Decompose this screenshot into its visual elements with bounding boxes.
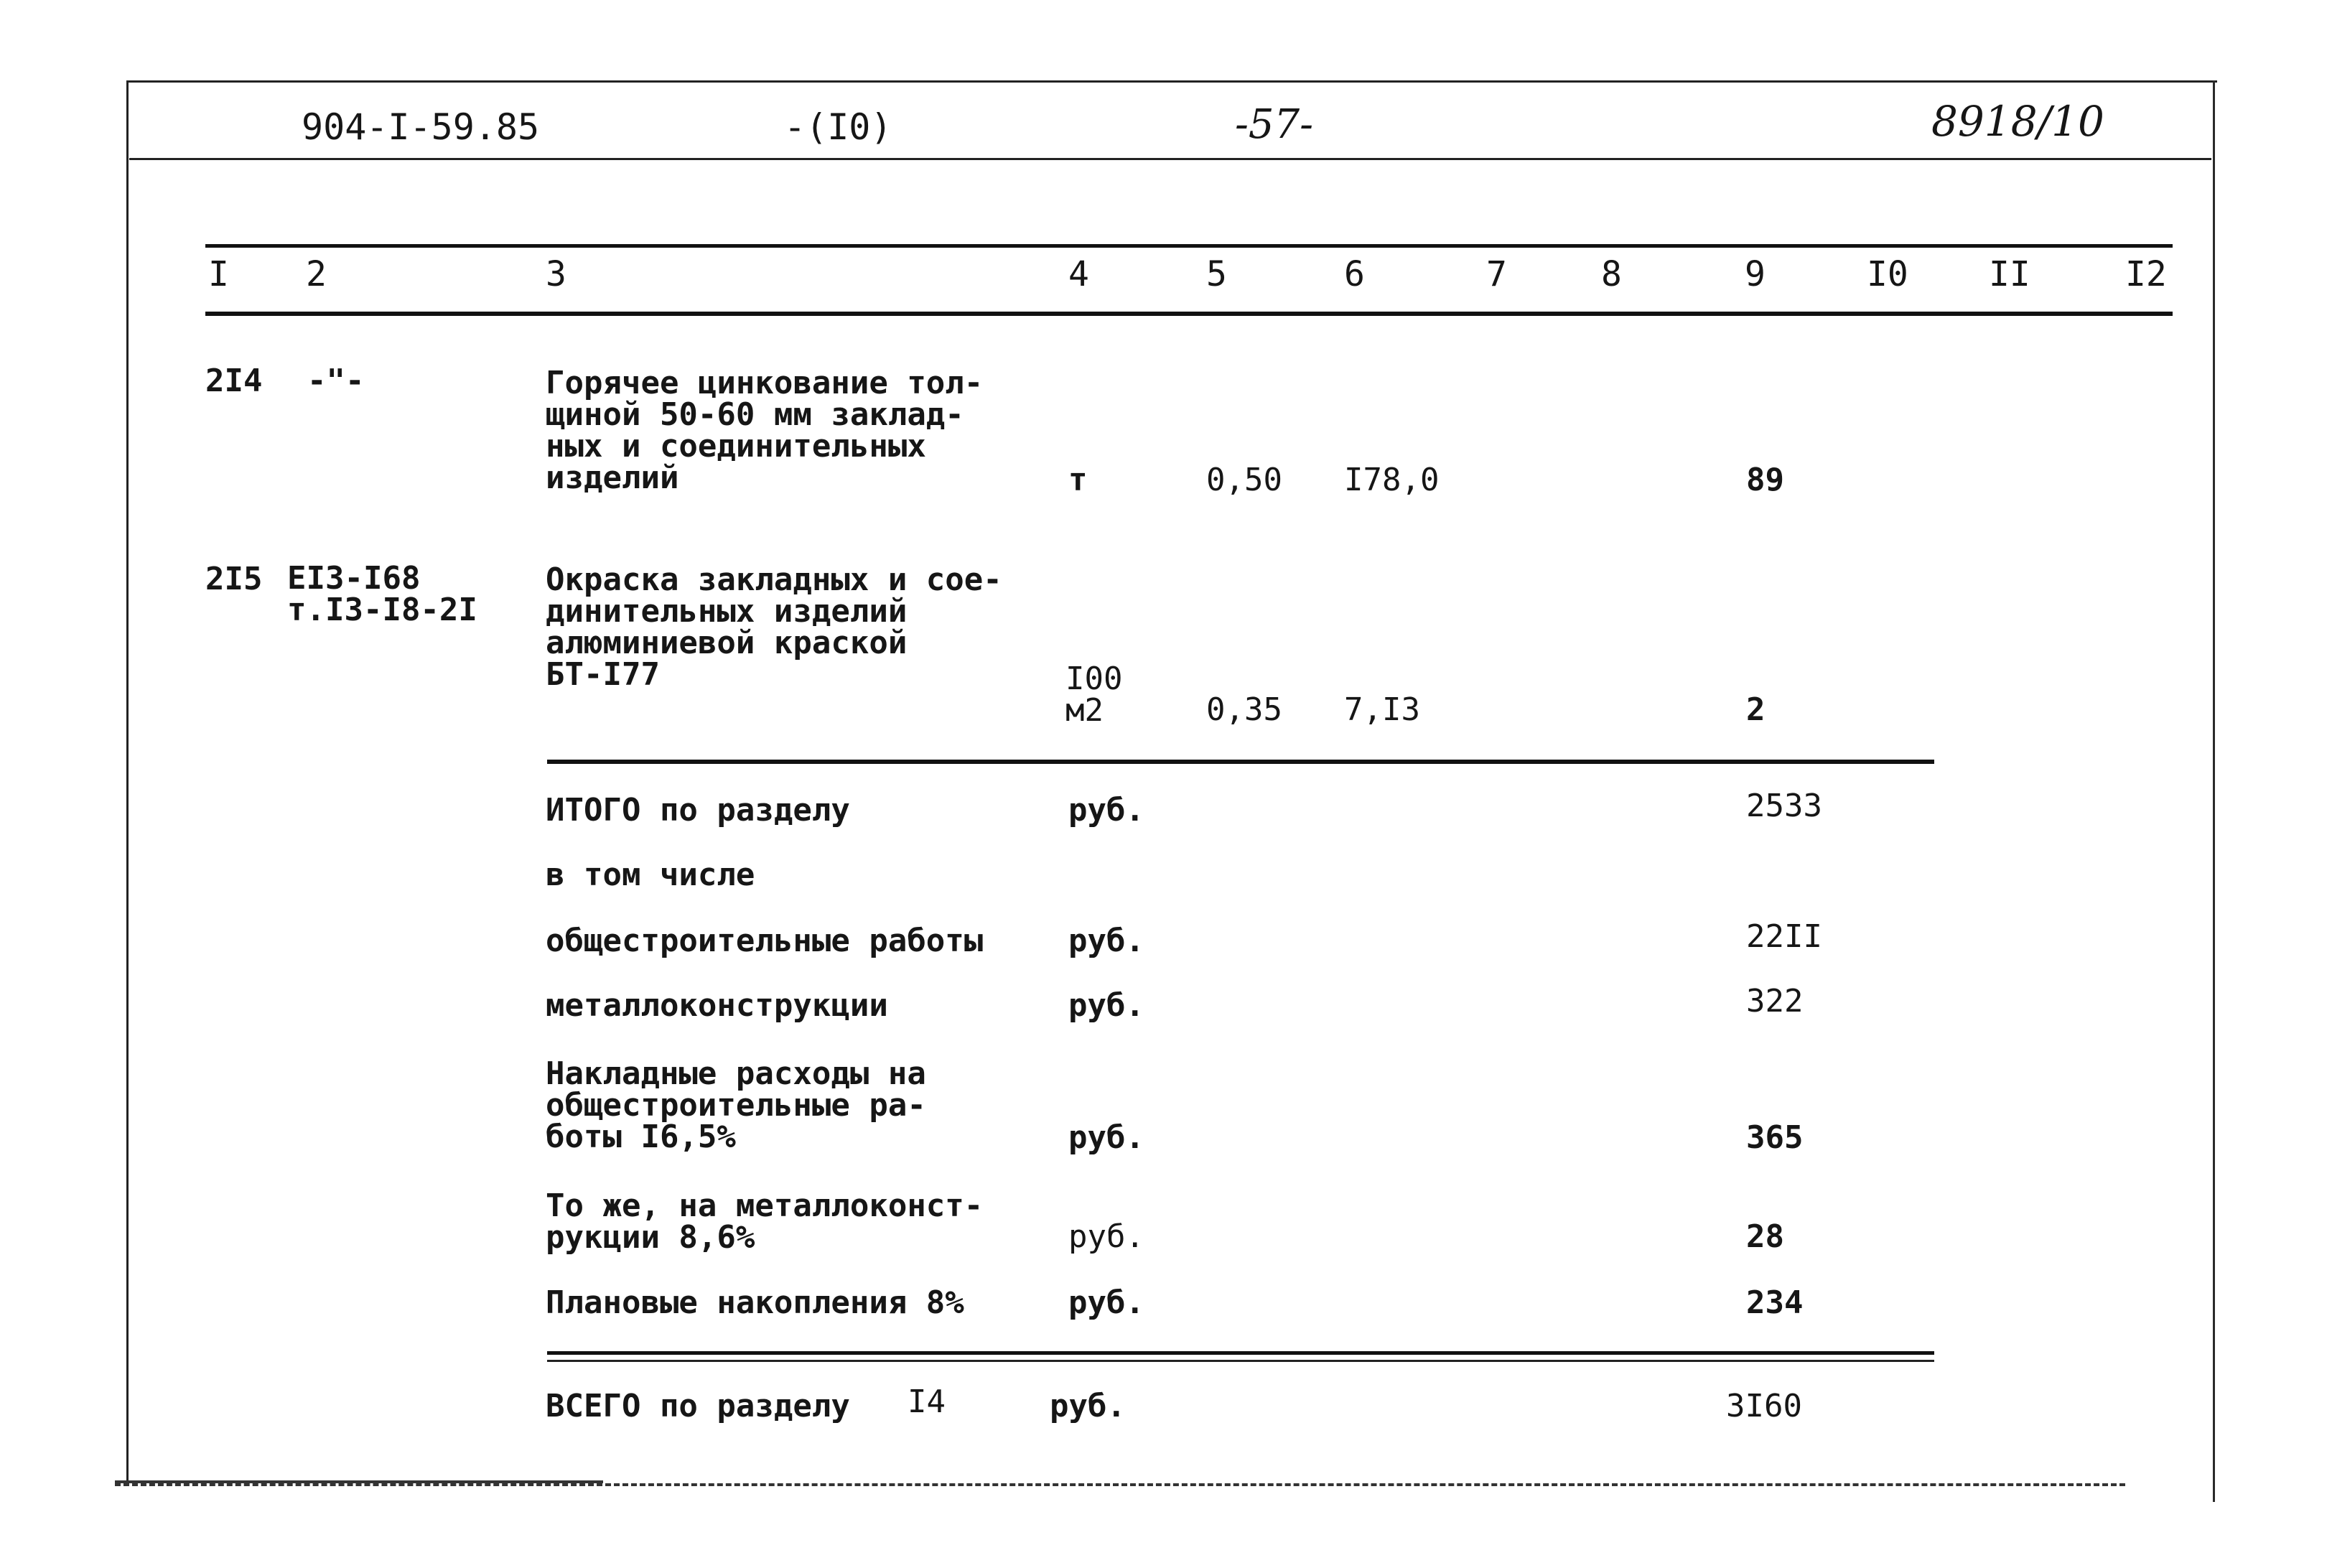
summary-label: То же, на металлоконст- рукции 8,6% [546,1187,984,1256]
row-quantity: 0,50 [1206,462,1282,498]
summary-total: 2533 [1746,788,1822,824]
summary-unit: руб. [1068,792,1144,829]
summary-unit: руб. [1068,1119,1144,1156]
summary-total: 22II [1746,918,1822,955]
summary-top-rule [547,760,1934,764]
summary-label: Плановые накопления 8% [546,1284,964,1321]
grand-total-rule [547,1351,1934,1355]
column-header-10: I0 [1867,254,1908,294]
summary-unit: руб. [1068,1284,1144,1321]
column-header-9: 9 [1745,254,1766,294]
frame-right-border [2213,80,2215,1502]
row-quantity: 0,35 [1206,691,1282,728]
summary-label: Накладные расходы на общестроительные ра- боты I6,5% [546,1055,926,1155]
summary-label: ИТОГО по разделу [546,792,850,829]
grand-total-value: 3I60 [1726,1388,1802,1424]
summary-unit: руб. [1068,1218,1144,1255]
row-unit-price: I78,0 [1344,462,1440,498]
row-code: EI3-I68 т.I3-I8-2I [287,560,477,628]
header-rule [129,158,2211,160]
row-unit-price: 7,I3 [1344,691,1420,728]
table-header-rule [205,312,2173,316]
document-number: 904-I-59.85 [302,106,540,148]
row-unit: т [1068,462,1088,498]
page-number: -57- [1235,101,1314,148]
summary-label: металлоконструкции [546,987,888,1024]
column-header-1: I [208,254,229,294]
column-header-11: II [1989,254,2030,294]
summary-label: общестроительные работы [546,923,984,959]
column-header-7: 7 [1486,254,1507,294]
row-number: 2I4 [205,363,263,399]
column-header-5: 5 [1206,254,1227,294]
row-total: 2 [1746,691,1766,728]
section-number: -(I0) [784,106,892,148]
column-header-4: 4 [1068,254,1089,294]
grand-total-section: I4 [908,1383,946,1420]
summary-unit: руб. [1068,923,1144,959]
grand-total-label: ВСЕГО по разделу [546,1388,850,1424]
table-top-rule [205,244,2173,248]
row-number: 2I5 [205,561,263,597]
summary-total: 365 [1746,1119,1804,1156]
column-header-3: 3 [546,254,566,294]
column-header-12: I2 [2125,254,2167,294]
row-unit: I00 м2 [1065,661,1123,729]
frame-bottom-border [115,1483,2125,1486]
summary-label: в том числе [546,857,755,893]
column-header-2: 2 [306,254,327,294]
inventory-number: 8918/10 [1931,97,2104,146]
summary-total: 28 [1746,1218,1784,1255]
column-header-8: 8 [1601,254,1622,294]
summary-total: 234 [1746,1284,1804,1321]
row-description: Горячее цинкование тол- щиной 50-60 мм заклад- ных и соединительных изделий [546,365,984,496]
frame-left-border [126,80,129,1480]
grand-total-unit: руб. [1050,1388,1126,1424]
summary-unit: руб. [1068,987,1144,1024]
frame-top-border [128,80,2217,83]
row-total: 89 [1746,462,1784,498]
grand-total-rule-thin [547,1360,1934,1362]
row-description: Окраска закладных и сое- динительных изделий алюминиевой краской БТ-I77 [546,561,1002,693]
summary-total: 322 [1746,983,1804,1019]
row-code: -"- [307,363,365,399]
column-header-6: 6 [1344,254,1365,294]
